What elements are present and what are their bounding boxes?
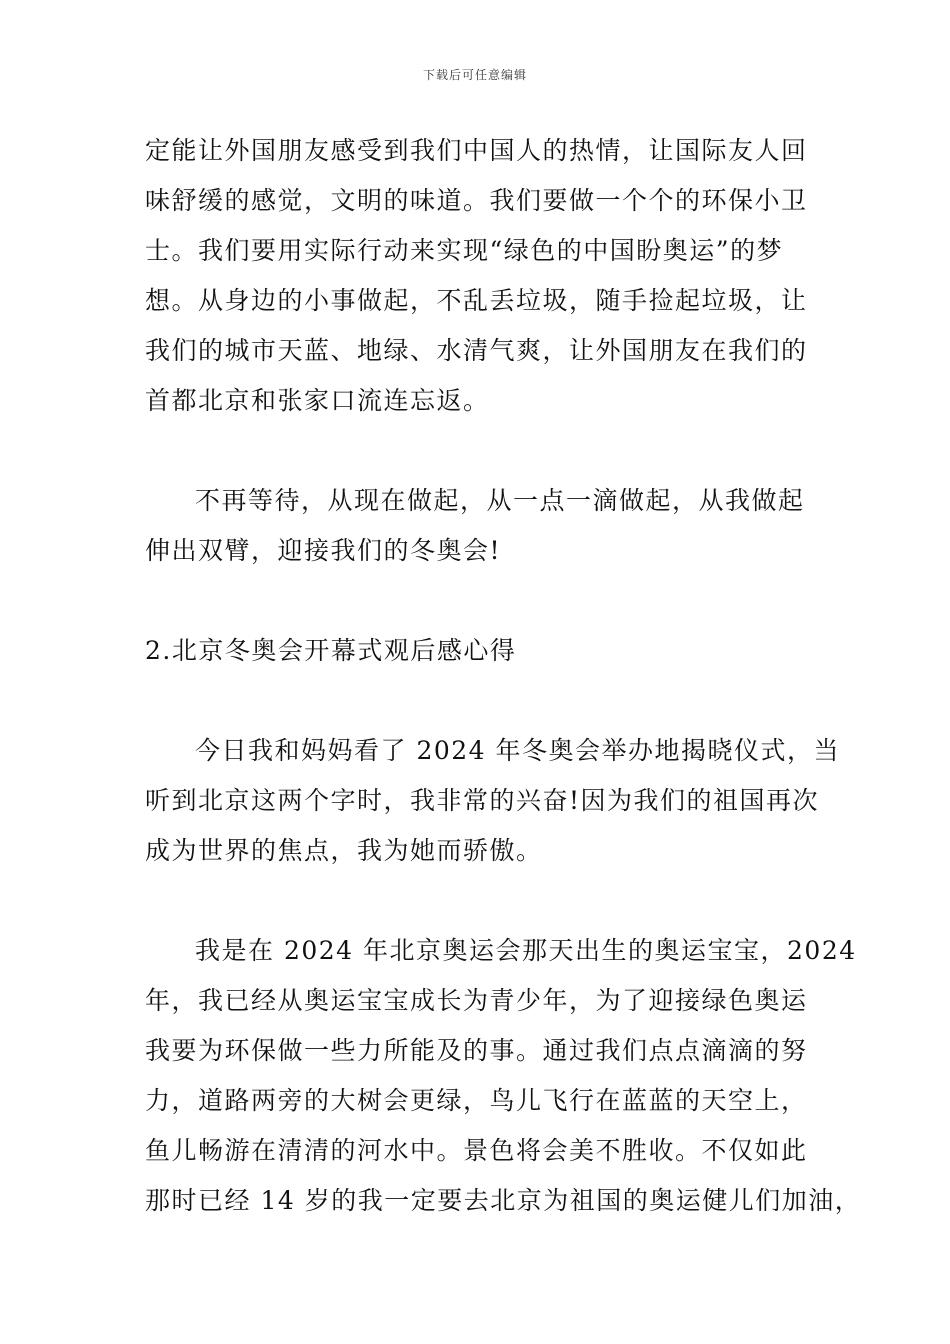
text-line: 鱼儿畅游在清清的河水中。景色将会美不胜收。不仅如此 [145,1136,808,1165]
paragraph-gap [145,676,820,726]
paragraph-2 [145,476,820,576]
paragraph-1 [145,126,820,426]
paragraph-gap [145,576,820,626]
text-line: 首都北京和张家口流连忘返。 [145,386,490,415]
text-line: 不再等待，从现在做起，从一点一滴做起，从我做起 [195,486,805,515]
paragraph-gap [145,876,820,926]
document-body [145,126,862,1226]
text-line: 那时已经 14 岁的我一定要去北京为祖国的奥运健儿们加油， [145,1186,862,1215]
paragraph-gap [145,426,820,476]
text-line: 我要为环保做一些力所能及的事。通过我们点点滴滴的努 [145,1036,808,1065]
text-line: 定能让外国朋友感受到我们中国人的热情，让国际友人回 [145,136,808,165]
text-line: 士。我们要用实际行动来实现“绿色的中国盼奥运”的梦 [145,236,784,265]
text-line: 听到北京这两个字时，我非常的兴奋!因为我们的祖国再次 [145,786,820,815]
text-line: 我们的城市天蓝、地绿、水清气爽，让外国朋友在我们的 [145,336,808,365]
text-line: 今日我和妈妈看了 2024 年冬奥会举办地揭晓仪式，当 [195,736,841,765]
text-line: 成为世界的焦点，我为她而骄傲。 [145,836,543,865]
text-line: 味舒缓的感觉，文明的味道。我们要做一个个的环保小卫 [145,186,808,215]
header-note: 下载后可任意编辑 [422,68,527,82]
text-line: 伸出双臂，迎接我们的冬奥会! [145,536,502,565]
section-heading: 2.北京冬奥会开幕式观后感心得 [145,636,517,665]
paragraph-3 [145,726,841,876]
text-line: 我是在 2024 年北京奥运会那天出生的奥运宝宝，2024 [195,936,857,965]
text-line: 想。从身边的小事做起，不乱丢垃圾，随手捡起垃圾，让 [145,286,808,315]
paragraph-4 [145,926,862,1226]
text-line: 力，道路两旁的大树会更绿，鸟儿飞行在蓝蓝的天空上， [145,1086,808,1115]
text-line: 年，我已经从奥运宝宝成长为青少年，为了迎接绿色奥运 [145,986,808,1015]
